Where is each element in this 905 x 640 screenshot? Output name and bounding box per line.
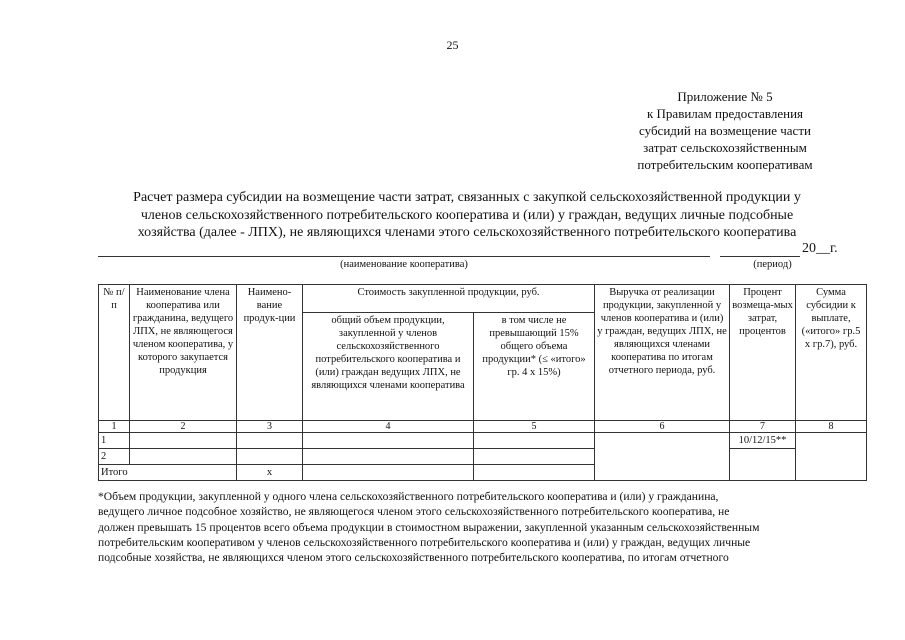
period-field[interactable] [720, 256, 800, 257]
cooperative-name-field[interactable] [98, 256, 710, 257]
appendix-line: потребительским кооперативам [637, 157, 813, 172]
total-label: Итого [99, 465, 237, 481]
header-revenue: Выручка от реализации продукции, закупленной у членов кооператива и (или) у граждан, ведущих ЛПХ, не являющихся членами кооператива по итогам отчетного периода, руб. [595, 285, 730, 421]
product-cell[interactable] [237, 433, 303, 449]
table-row [99, 449, 867, 465]
total-cost-15-cell[interactable] [474, 465, 595, 481]
cost-total-cell[interactable] [303, 433, 474, 449]
period-year: 20__г. [802, 241, 838, 256]
footnote-line: подсобные хозяйства, не являющихся членом этого сельскохозяйственного потребительского кооператива, по итогам отчетного [98, 551, 729, 565]
header-product: Наимено-вание продук-ции [237, 285, 303, 421]
percent-cell: 10/12/15** [730, 433, 796, 449]
cost-total-cell[interactable] [303, 449, 474, 465]
total-product: x [237, 465, 303, 481]
title-line: хозяйства (далее - ЛПХ), не являющихся членами этого сельскохозяйственного потребительского кооператива [137, 225, 797, 240]
row-num: 2 [99, 449, 130, 465]
column-number: 3 [237, 421, 303, 433]
header-num: № п/п [99, 285, 130, 421]
appendix-line: Приложение № 5 [677, 89, 773, 104]
row-num: 1 [99, 433, 130, 449]
page-number: 25 [446, 38, 459, 52]
title-line: Расчет размера субсидии на возмещение части затрат, связанных с закупкой сельскохозяйственной продукции у [133, 190, 801, 205]
column-number: 5 [474, 421, 595, 433]
title-line: членов сельскохозяйственного потребительского кооператива и (или) у граждан, ведущих личные подсобные [140, 207, 794, 223]
appendix-line: к Правилам предоставления [646, 106, 804, 121]
table-row [99, 433, 867, 449]
column-number-row [99, 421, 867, 433]
cooperative-name-caption: (наименование кооператива) [340, 259, 468, 270]
column-number: 6 [595, 421, 730, 433]
footnote-line: должен превышать 15 процентов всего объема продукции в стоимостном выражении, закупленной указанным сельскохозяйственным [98, 520, 760, 534]
column-number: 4 [303, 421, 474, 433]
footnote-line: *Объем продукции, закупленной у одного члена сельскохозяйственного потребительского кооператива и (или) у гражданина, [98, 490, 719, 503]
appendix-header [605, 88, 845, 173]
header-cost-15: в том числе не превышающий 15% общего объема продукции* (≤ «итого» гр. 4 х 15%) [474, 313, 595, 421]
header-subsidy: Сумма субсидии к выплате, («итого» гр.5 х гр.7), руб. [796, 285, 867, 421]
header-percent: Процент возмеща-мых затрат, процентов [730, 285, 796, 421]
document-title [98, 189, 836, 242]
member-cell[interactable] [130, 449, 237, 465]
footnote [98, 489, 838, 565]
header-cost: Стоимость закупленной продукции, руб. [303, 285, 595, 313]
appendix-line: затрат сельскохозяйственным [643, 140, 807, 155]
percent-cell[interactable] [730, 449, 796, 481]
appendix-line: субсидий на возмещение части [639, 123, 811, 138]
subsidy-table [98, 284, 867, 481]
cost-15-cell[interactable] [474, 449, 595, 465]
revenue-cell[interactable] [595, 433, 730, 481]
subsidy-cell[interactable] [796, 433, 867, 481]
header-cost-total: общий объем продукции, закупленной у членов сельскохозяйственного потребительского кооператива и (или) граждан ведущих ЛПХ, не являющихся членами кооператива [303, 313, 474, 421]
period-caption: (период) [753, 259, 792, 270]
cost-15-cell[interactable] [474, 433, 595, 449]
header-member: Наименование члена кооператива или гражданина, ведущего ЛПХ, не являющегося членом кооператива, у которого закупается продукция [130, 285, 237, 421]
column-number: 8 [796, 421, 867, 433]
member-cell[interactable] [130, 433, 237, 449]
column-number: 1 [99, 421, 130, 433]
product-cell[interactable] [237, 449, 303, 465]
footnote-line: ведущего личное подсобное хозяйство, не являющегося членом этого сельскохозяйственного потребительского кооператива, не [98, 505, 730, 519]
footnote-line: потребительским кооперативом у членов сельскохозяйственного потребительского кооператива и (или) у граждан, ведущих личные [98, 535, 751, 549]
total-cost-cell[interactable] [303, 465, 474, 481]
column-number: 2 [130, 421, 237, 433]
column-number: 7 [730, 421, 796, 433]
